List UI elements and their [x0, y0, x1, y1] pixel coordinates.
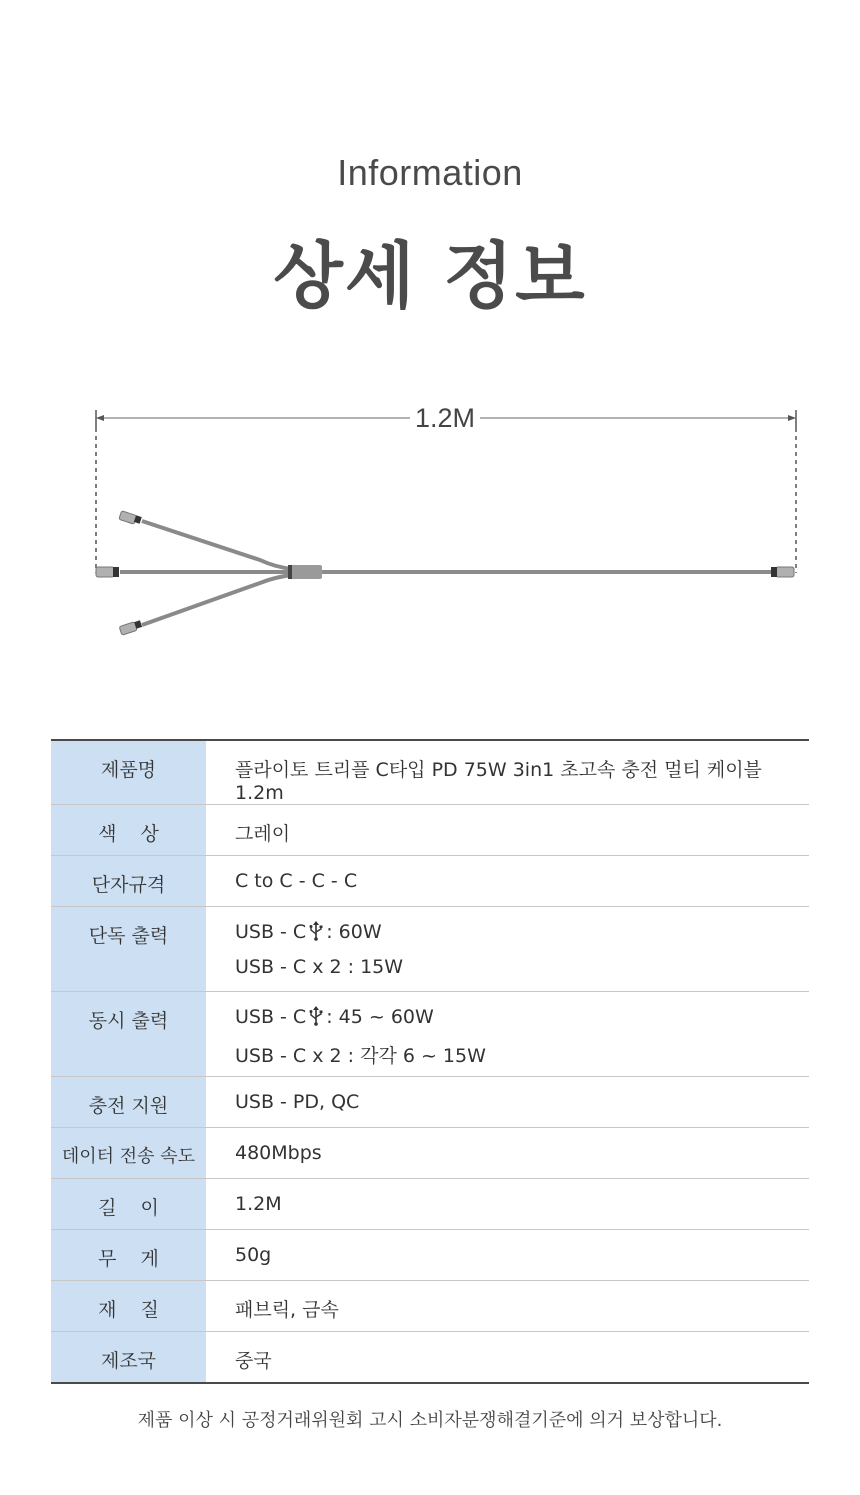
- table-row: [51, 856, 809, 907]
- spec-label: 단독 출력: [51, 907, 206, 992]
- spec-line-text: USB - C: [235, 921, 307, 943]
- spec-line: [235, 921, 809, 943]
- table-row: [51, 907, 809, 992]
- spec-label: 제품명: [51, 740, 206, 805]
- spec-value: [206, 992, 809, 1077]
- section-subtitle: Information: [337, 152, 523, 193]
- spec-label: 무 게: [51, 1230, 206, 1281]
- spec-line: USB - C x 2 : 각각 6 ~ 15W: [235, 1045, 486, 1067]
- connector-bottom: [119, 622, 137, 636]
- spec-label: 제조국: [51, 1332, 206, 1383]
- usb-icon: [308, 1006, 324, 1026]
- spec-value: 50g: [206, 1230, 809, 1281]
- cable-branch-bottom: [142, 575, 292, 625]
- cable-branch-top: [142, 521, 292, 569]
- table-row: [51, 740, 809, 805]
- spec-value: USB - PD, QC: [206, 1077, 809, 1128]
- spec-value: C to C - C - C: [206, 856, 809, 907]
- length-label: 1.2M: [414, 403, 476, 433]
- spec-value: [206, 907, 809, 992]
- footnote: 제품 이상 시 공정거래위원회 고시 소비자분쟁해결기준에 의거 보상합니다.: [137, 1410, 723, 1431]
- table-row: [51, 805, 809, 856]
- connector-end: [776, 567, 794, 577]
- table-row: [51, 1179, 809, 1230]
- spec-label: 색 상: [51, 805, 206, 856]
- connector-middle: [96, 567, 114, 577]
- page-title: 상세 정보: [273, 234, 587, 318]
- connector-top: [119, 511, 137, 525]
- table-row: [51, 1077, 809, 1128]
- spec-value: 그레이: [206, 805, 809, 856]
- spec-value: 패브릭, 금속: [206, 1281, 809, 1332]
- spec-line: USB - C x 2 : 15W: [235, 956, 404, 978]
- spec-label: 길 이: [51, 1179, 206, 1230]
- spec-value: 중국: [235, 1350, 272, 1372]
- table-row: [51, 1332, 809, 1383]
- spec-label: 동시 출력: [51, 992, 206, 1077]
- dimension-arrow-right: [788, 415, 796, 421]
- dimension-arrow-left: [96, 415, 104, 421]
- cable-splitter: [288, 565, 322, 579]
- cable-diagram: [80, 395, 810, 655]
- table-row: [51, 992, 809, 1077]
- table-row: [51, 1281, 809, 1332]
- spec-label: 충전 지원: [51, 1077, 206, 1128]
- spec-label: 단자규격: [51, 856, 206, 907]
- spec-value: 1.2M: [206, 1179, 809, 1230]
- spec-line-text: : 60W: [326, 921, 382, 943]
- spec-value: 480Mbps: [206, 1128, 809, 1179]
- spec-line: [235, 1006, 809, 1028]
- spec-table: [51, 739, 809, 1384]
- spec-line-text: USB - C: [235, 1006, 307, 1028]
- spec-value: 플라이토 트리플 C타입 PD 75W 3in1 초고속 충전 멀티 케이블 1.2m: [206, 740, 809, 805]
- table-row: [51, 1230, 809, 1281]
- spec-line-text: : 45 ~ 60W: [326, 1006, 434, 1028]
- table-row: [51, 1128, 809, 1179]
- spec-label: 데이터 전송 속도: [51, 1128, 206, 1179]
- spec-label: 재 질: [51, 1281, 206, 1332]
- usb-icon: [308, 921, 324, 941]
